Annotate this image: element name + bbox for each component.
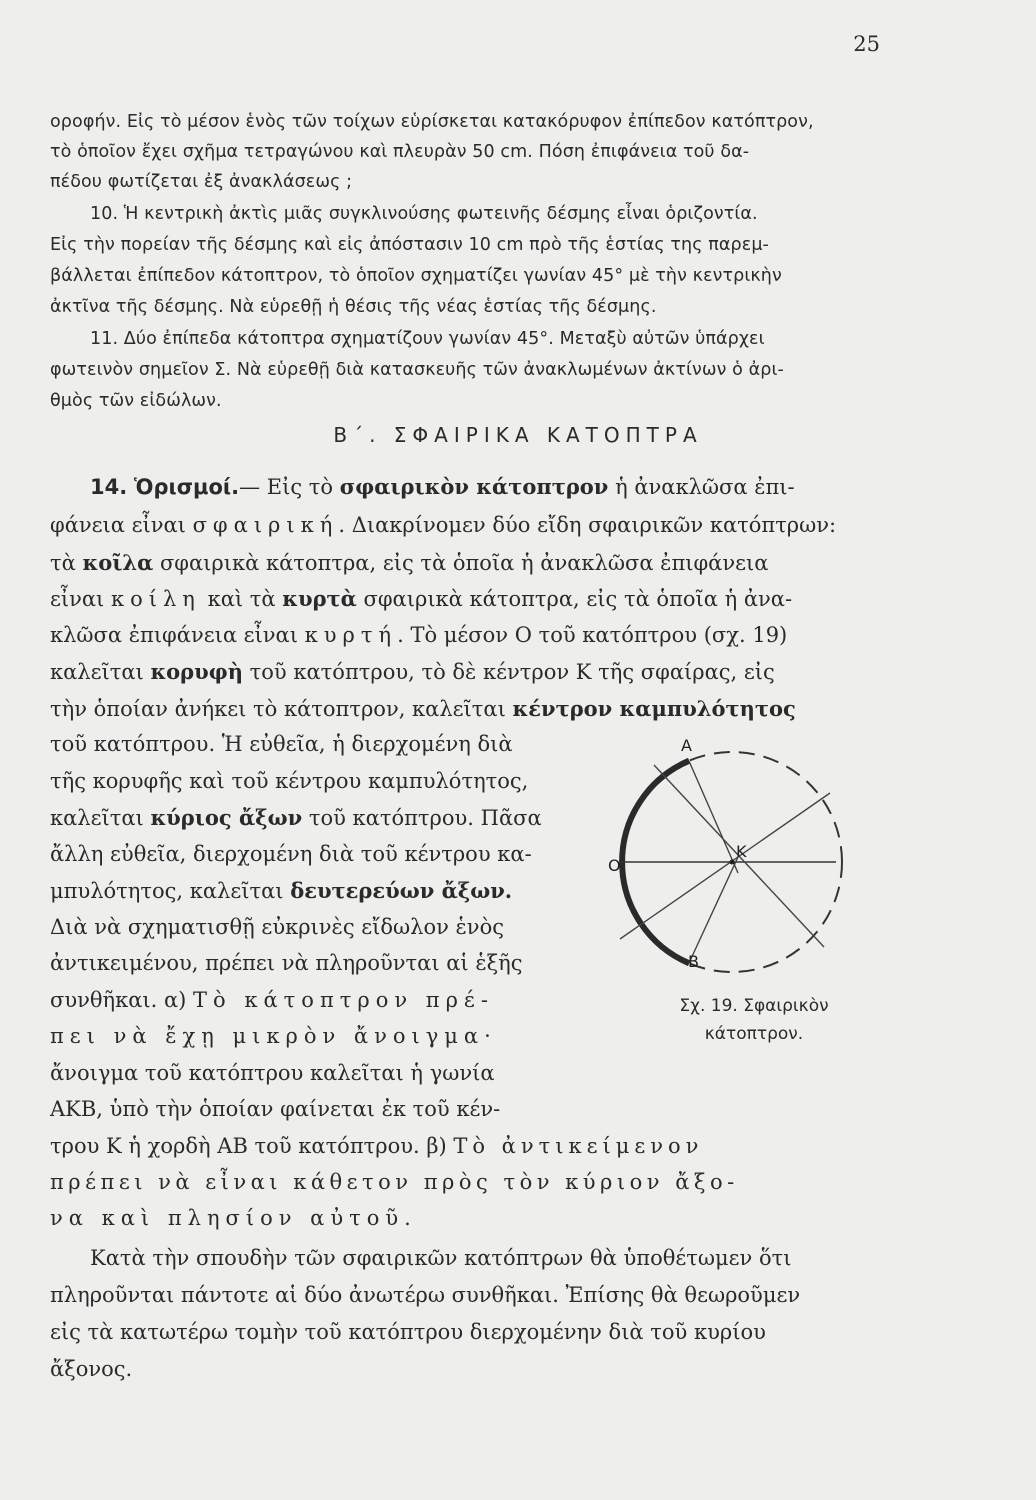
- para14-line: [50, 696, 796, 721]
- term-spherical: σφαιρική: [192, 513, 339, 537]
- problem-text-line: οροφήν. Εἰς τὸ μέσον ἑνὸς τῶν τοίχων εὑρίσκεται κατακόρυφον ἐπίπεδον κατόπτρον,: [50, 112, 814, 132]
- para14-text: — Εἰς τὸ: [239, 475, 340, 499]
- para14-line: [50, 550, 768, 575]
- problem-11-text-line: 11. Δύο ἐπίπεδα κάτοπτρα σχηματίζουν γωνίαν 45°. Μεταξὺ αὐτῶν ὑπάρχει: [90, 329, 765, 349]
- para14-text: σφαιρικὰ κάτοπτρα, εἰς τὰ ὁποῖα ἡ ἀνακλῶσα ἐπιφάνεια: [153, 551, 769, 575]
- para14-text: τρου Κ ἡ χορδὴ ΑΒ τοῦ κατόπτρου. β): [50, 1134, 454, 1158]
- term-principal-axis: κύριος ἄξων: [150, 805, 303, 830]
- para14-text: τὴν ὁποίαν ἀνήκει τὸ κάτοπτρον, καλεῖται: [50, 697, 513, 721]
- para14-line: [50, 659, 775, 684]
- term-spherical-mirror: σφαιρικὸν κάτοπτρον: [339, 474, 609, 499]
- para14-line: [50, 805, 542, 830]
- para14-line: ἄνοιγμα τοῦ κατόπτρου καλεῖται ἡ γωνία: [50, 1061, 495, 1085]
- term-center-of-curvature: κέντρον καμπυλότητος: [512, 696, 796, 721]
- closing-paragraph-line: Κατὰ τὴν σπουδὴν τῶν σφαιρικῶν κατόπτρων θὰ ὑποθέτωμεν ὅτι: [90, 1246, 792, 1270]
- para14-text: φάνεια εἶναι: [50, 513, 193, 537]
- closing-paragraph-line: πληροῦνται πάντοτε αἱ δύο ἀνωτέρω συνθῆκαι. Ἐπίσης θὰ θεωροῦμεν: [50, 1283, 801, 1307]
- condition-b-spaced: Τὸ ἀντικείμενον: [453, 1134, 704, 1158]
- para14-line: τοῦ κατόπτρου. Ἡ εὐθεῖα, ἡ διερχομένη διὰ: [50, 732, 513, 756]
- para14-line: Διὰ νὰ σχηματισθῇ εὐκρινὲς εἴδωλον ἑνὸς: [50, 915, 504, 939]
- term-concave-spaced: κοίλη: [110, 587, 201, 611]
- problem-11-text-line: φωτεινὸν σημεῖον Σ. Νὰ εὑρεθῇ διὰ κατασκευῆς τῶν ἀνακλωμένων ἀκτίνων ὁ ἀρι-: [50, 360, 784, 380]
- para14-text: τοῦ κατόπτρου, τὸ δὲ κέντρον Κ τῆς σφαίρας, εἰς: [243, 660, 775, 684]
- para14-text: τοῦ κατόπτρου. Πᾶσα: [302, 806, 542, 830]
- problem-10-text-line: βάλλεται ἐπίπεδον κάτοπτρον, τὸ ὁποῖον σχηματίζει γωνίαν 45° μὲ τὴν κεντρικὴν: [50, 266, 782, 286]
- para14-text: τὰ: [50, 551, 83, 575]
- para14-line: [50, 1134, 703, 1158]
- center-point: [730, 860, 735, 865]
- para14-title: Ὁρισμοί.: [133, 475, 240, 499]
- para14-line: ΑΚΒ, ὑπὸ τὴν ὁποίαν φαίνεται ἐκ τοῦ κέν-: [50, 1097, 501, 1121]
- para14-text: σφαιρικὰ κάτοπτρα, εἰς τὰ ὁποῖα ἡ ἀνα-: [356, 587, 793, 611]
- para14-text: εἶναι: [50, 587, 111, 611]
- term-convex-spaced: κυρτή: [304, 623, 398, 647]
- label-o: Ο: [608, 856, 621, 875]
- para14-text: ἡ ἀνακλῶσα ἐπι-: [608, 475, 795, 499]
- condition-a-spaced: Τὸ κάτοπτρον πρέ-: [193, 988, 494, 1012]
- label-k: Κ: [736, 842, 747, 861]
- para14-number: 14.: [90, 475, 128, 499]
- figure-caption: κάτοπτρον.: [704, 1024, 804, 1044]
- secondary-axis-line: [620, 793, 830, 939]
- ray-a-to-k: [689, 761, 738, 873]
- label-a: Α: [681, 736, 692, 755]
- para14-line: [50, 878, 512, 903]
- para14-text: καλεῖται: [50, 660, 151, 684]
- para14-text: συνθῆκαι. α): [50, 988, 194, 1012]
- para14-line: [90, 474, 795, 499]
- para14-text: μπυλότητος, καλεῖται: [50, 879, 291, 903]
- condition-b-spaced-line: πρέπει νὰ εἶναι κάθετον πρὸς τὸν κύριον ἄξο-: [50, 1170, 739, 1194]
- para14-line: [50, 586, 792, 611]
- term-vertex: κορυφὴ: [150, 659, 243, 684]
- para14-line: [50, 988, 494, 1012]
- condition-a-spaced-line: πει νὰ ἔχῃ μικρὸν ἄνοιγμα·: [50, 1024, 497, 1048]
- problem-10-text-line: 10. Ἡ κεντρικὴ ἀκτὶς μιᾶς συγκλινούσης φωτεινῆς δέσμης εἶναι ὁριζοντία.: [90, 204, 758, 224]
- para14-text: . Διακρίνομεν δύο εἴδη σφαιρικῶν κατόπτρων:: [338, 513, 837, 537]
- section-heading: Β΄. ΣΦΑΙΡΙΚΑ ΚΑΤΟΠΤΡΑ: [333, 423, 703, 447]
- ray-b-to-k: [689, 857, 738, 963]
- label-b: Β: [688, 952, 699, 971]
- term-concave: κοῖλα: [82, 550, 154, 575]
- para14-line: [50, 623, 787, 647]
- para14-line: [50, 513, 836, 537]
- closing-paragraph-line: εἰς τὰ κατωτέρω τομὴν τοῦ κατόπτρου διερχομένην διὰ τοῦ κυρίου: [50, 1320, 766, 1344]
- para14-text: καλεῖται: [50, 806, 151, 830]
- para14-line: ἀντικειμένου, πρέπει νὰ πληροῦνται αἱ ἑξῆς: [50, 951, 523, 975]
- para14-text: καὶ τὰ: [200, 587, 283, 611]
- term-secondary-axis: δευτερεύων ἄξων.: [290, 878, 513, 903]
- page-number: 25: [853, 32, 880, 56]
- spherical-mirror-figure: [592, 725, 872, 975]
- problem-text-line: τὸ ὁποῖον ἔχει σχῆμα τετραγώνου καὶ πλευρὰν 50 cm. Πόση ἐπιφάνεια τοῦ δα-: [50, 142, 750, 162]
- condition-b-spaced-line: να καὶ πλησίον αὐτοῦ.: [50, 1206, 417, 1230]
- term-convex: κυρτὰ: [282, 586, 357, 611]
- para14-line: ἄλλη εὐθεῖα, διερχομένη διὰ τοῦ κέντρου κα-: [50, 842, 532, 866]
- closing-paragraph-line: ἄξονος.: [50, 1357, 133, 1381]
- para14-text: . Τὸ μέσον Ο τοῦ κατόπτρου (σχ. 19): [397, 623, 788, 647]
- problem-10-text-line: ἀκτῖνα τῆς δέσμης. Νὰ εὑρεθῇ ἡ θέσις τῆς νέας ἑστίας τῆς δέσμης.: [50, 297, 657, 317]
- problem-10-text-line: Εἰς τὴν πορείαν τῆς δέσμης καὶ εἰς ἀπόστασιν 10 cm πρὸ τῆς ἑστίας της παρεμ-: [50, 235, 769, 255]
- para14-text: κλῶσα ἐπιφάνεια εἶναι: [50, 623, 305, 647]
- figure-caption: Σχ. 19. Σφαιρικὸν: [679, 996, 829, 1016]
- para14-line: τῆς κορυφῆς καὶ τοῦ κέντρου καμπυλότητος,: [50, 769, 529, 793]
- problem-11-text-line: θμὸς τῶν εἰδώλων.: [50, 391, 222, 411]
- problem-text-line: πέδου φωτίζεται ἐξ ἀνακλάσεως ;: [50, 172, 353, 192]
